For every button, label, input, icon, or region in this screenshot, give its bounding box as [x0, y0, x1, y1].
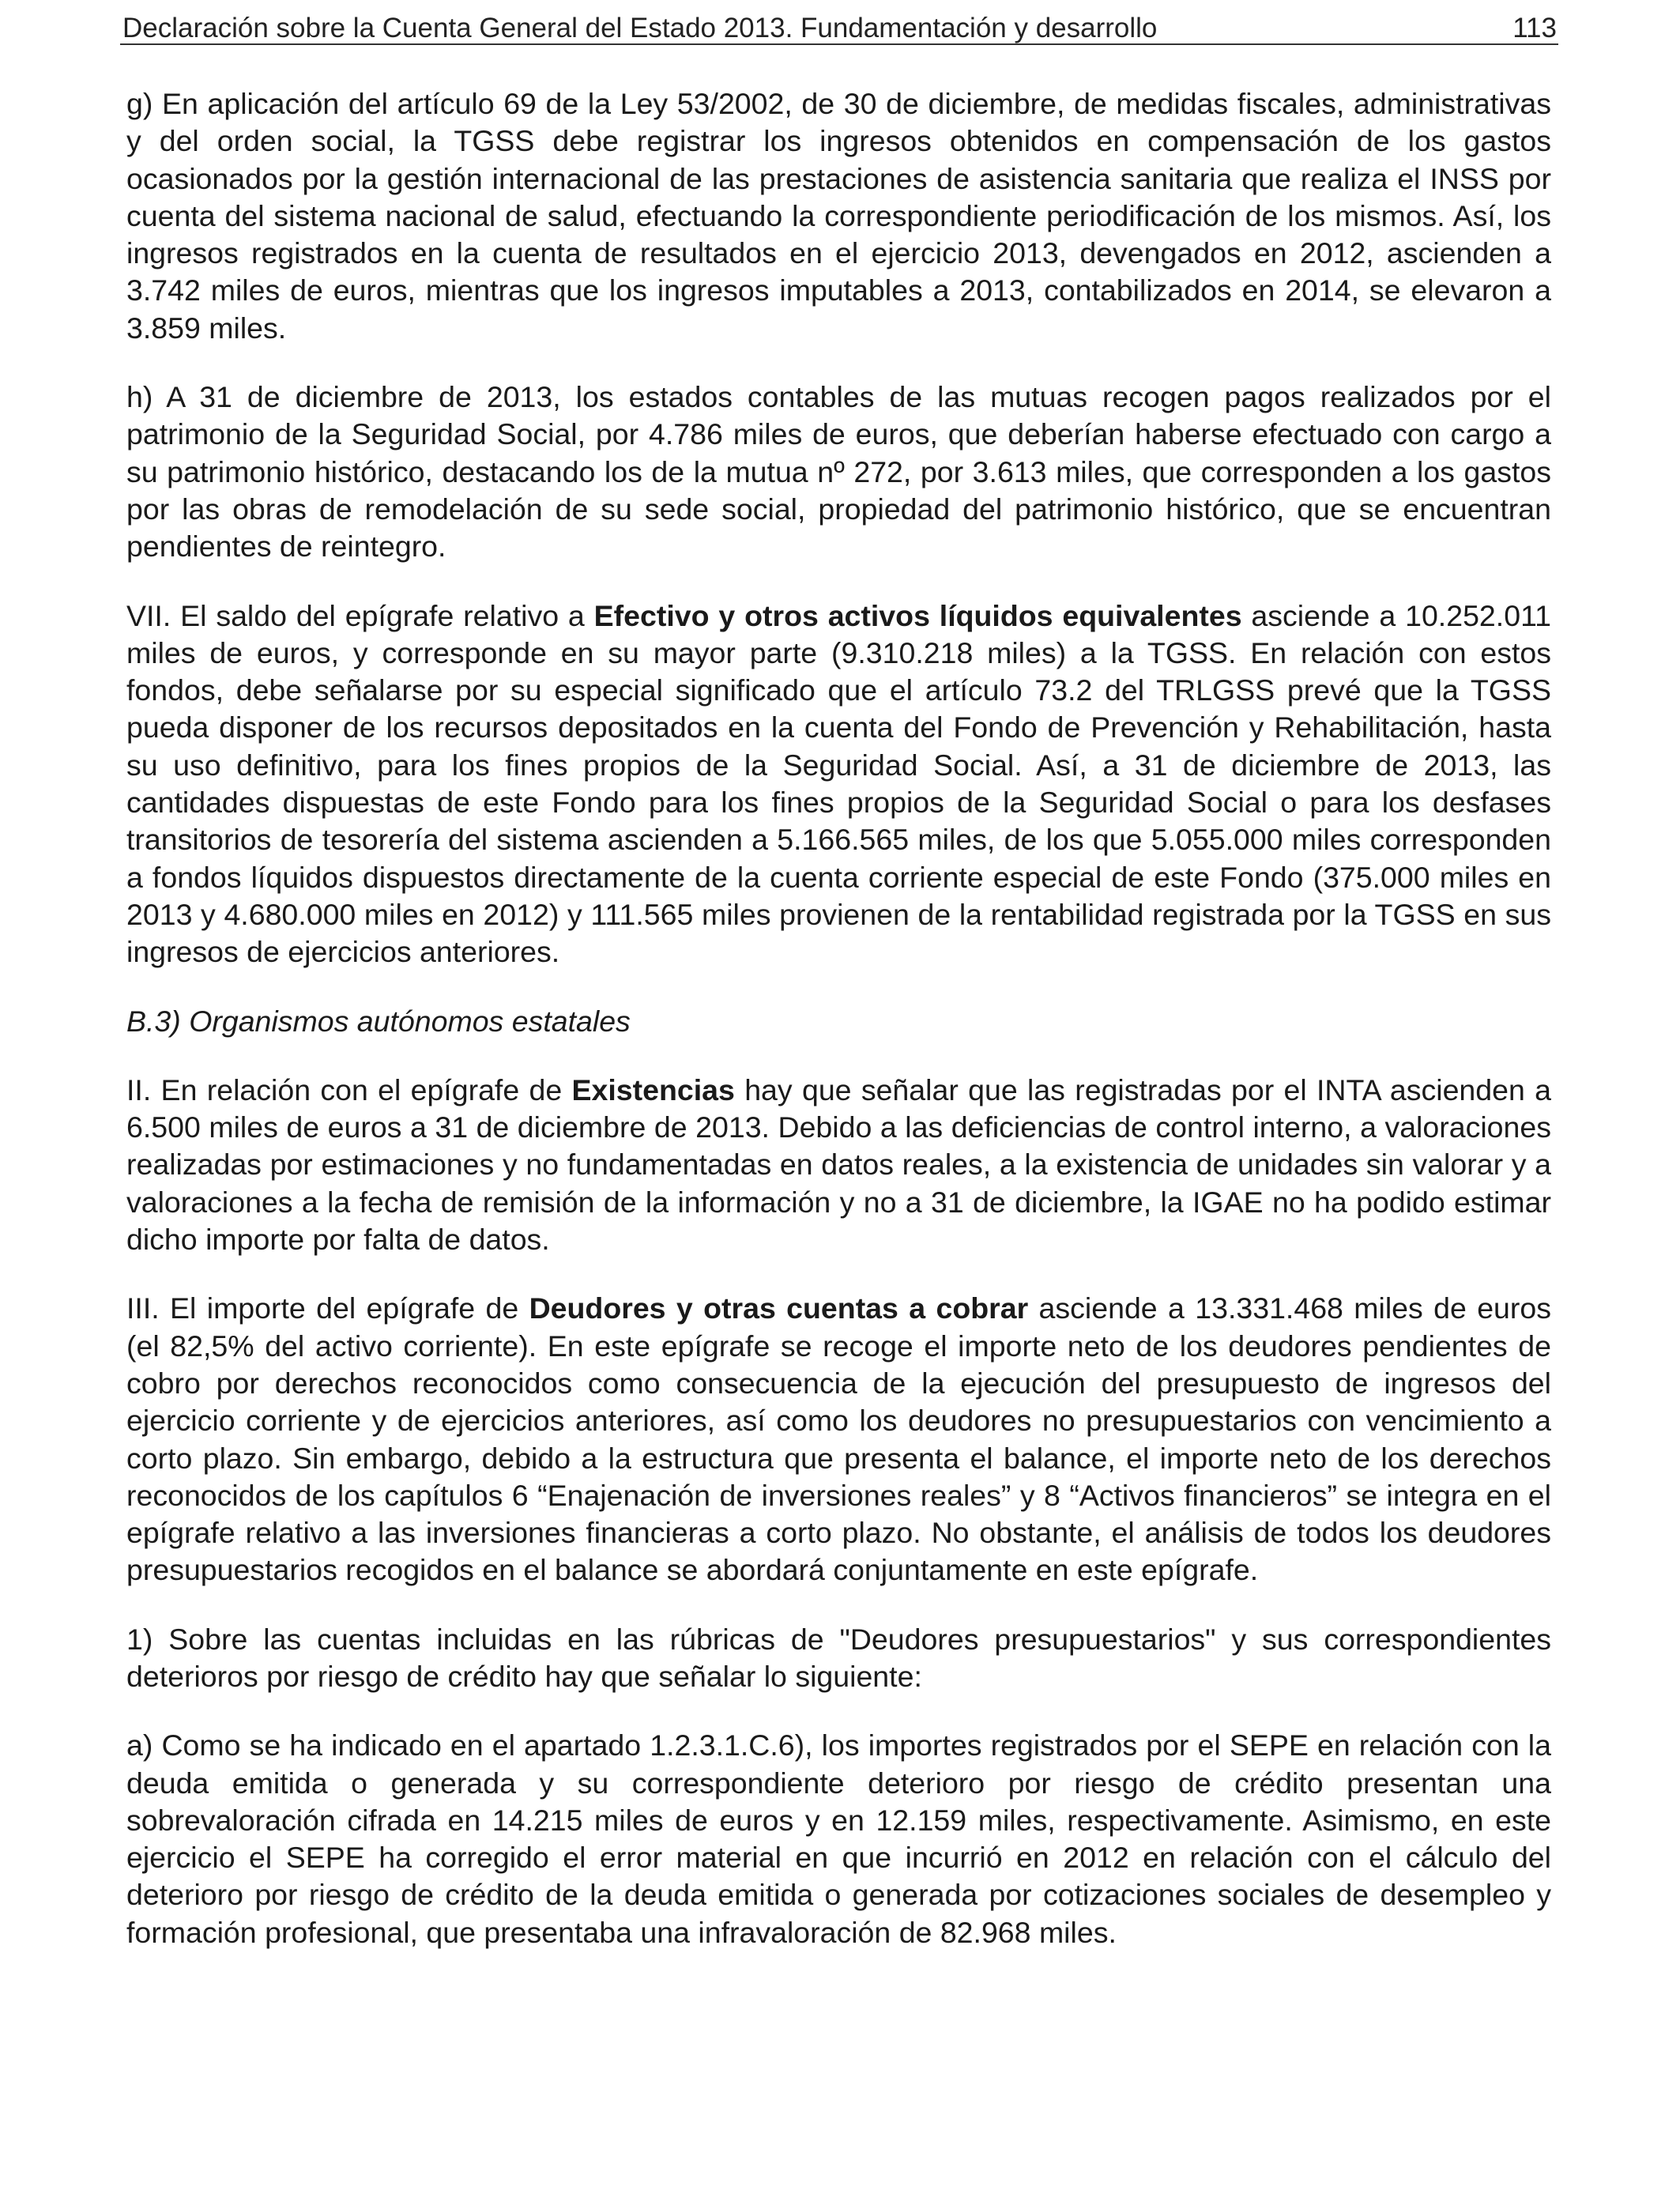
- header-title: Declaración sobre la Cuenta General del Estado 2013. Fundamentación y desarrollo: [122, 13, 1158, 43]
- paragraph-vii: [126, 598, 1551, 971]
- paragraph-g: g) En aplicación del artículo 69 de la Ley 53/2002, de 30 de diciembre, de medidas fiscales, administrativas y del orden social, la TGSS debe registrar los ingresos obtenidos en compensación de los gastos ocasionados por la gestión internacional de las prestaciones de asistencia sanitaria que realiza el INSS por cuenta del sistema nacional de salud, efectuando la correspondiente periodificación de los mismos. Así, los ingresos registrados en la cuenta de resultados en el ejercicio 2013, devengados en 2012, ascienden a 3.742 miles de euros, mientras que los ingresos imputables a 2013, contabilizados en 2014, se elevaron a 3.859 miles.: [126, 87, 1551, 345]
- paragraph-ii-intro: II. En relación con el epígrafe de: [126, 1072, 572, 1106]
- page-number: 113: [1512, 13, 1557, 43]
- body-text: [126, 85, 1551, 1983]
- paragraph-h: h) A 31 de diciembre de 2013, los estados contables de las mutuas recogen pagos realizados por el patrimonio de la Seguridad Social, por 4.786 miles de euros, que deberían haberse efectuado con cargo a su patrimonio histórico, destacando los de la mutua nº 272, por 3.613 miles, que corresponden a los gastos por las obras de remodelación de su sede social, propiedad del patrimonio histórico, que se encuentran pendientes de reintegro.: [126, 380, 1551, 564]
- paragraph-a: a) Como se ha indicado en el apartado 1.2.3.1.C.6), los importes registrados por el SEPE en relación con la deuda emitida o generada y su correspondiente deterioro por riesgo de crédito presentan una sobrevaloración cifrada en 14.215 miles de euros y en 12.159 miles, respectivamente. Asimismo, en este ejercicio el SEPE ha corregido el error material en que incurrió en 2012 en relación con el cálculo del deterioro por riesgo de crédito de la deuda emitida o generada por cotizaciones sociales de desempleo y formación profesional, que presentaba una infravaloración de 82.968 miles.: [126, 1728, 1551, 1949]
- paragraph-iii-term: Deudores y otras cuentas a cobrar: [529, 1291, 1029, 1325]
- header-rule: [120, 43, 1558, 45]
- paragraph-iii-body: asciende a 13.331.468 miles de euros (el 82,5% del activo corriente). En este epígrafe se recoge el importe neto de los deudores pendientes de cobro por derechos reconocidos como consecuencia de la ejecución del presupuesto de ingresos del ejercicio corriente y de ejercicios anteriores, así como los deudores no presupuestarios con vencimiento a corto plazo. Sin embargo, debido a la estructura que presenta el balance, el importe neto de los derechos reconocidos de los capítulos 6 “Enajenación de inversiones reales” y 8 “Activos financieros” se integra en el epígrafe relativo a las inversiones financieras a corto plazo. No obstante, el análisis de todos los deudores presupuestarios recogidos en el balance se abordará conjuntamente en este epígrafe.: [126, 1291, 1552, 1587]
- paragraph-iii: [126, 1290, 1551, 1589]
- running-header: [122, 5, 1557, 44]
- paragraph-ii: [126, 1072, 1551, 1258]
- paragraph-ii-term: Existencias: [571, 1072, 735, 1106]
- paragraph-1: 1) Sobre las cuentas incluidas en las rúbricas de "Deudores presupuestarios" y sus correspondientes deterioros por riesgo de crédito hay que señalar lo siguiente:: [126, 1622, 1551, 1693]
- section-heading-b3: B.3) Organismos autónomos estatales: [126, 1004, 631, 1038]
- paragraph-vii-body: asciende a 10.252.011 miles de euros, y corresponde en su mayor parte (9.310.218 miles) a la TGSS. En relación con estos fondos, debe señalarse por su especial significado que el artículo 73.2 del TRLGSS prevé que la TGSS pueda disponer de los recursos depositados en la cuenta del Fondo de Prevención y Rehabilitación, hasta su uso definitivo, para los fines propios de la Seguridad Social. Así, a 31 de diciembre de 2013, las cantidades dispuestas de este Fondo para los fines propios de la Seguridad Social o para los desfases transitorios de tesorería del sistema ascienden a 5.166.565 miles, de los que 5.055.000 miles corresponden a fondos líquidos dispuestos directamente de la cuenta corriente especial de este Fondo (375.000 miles en 2013 y 4.680.000 miles en 2012) y 111.565 miles provienen de la rentabilidad registrada por la TGSS en sus ingresos de ejercicios anteriores.: [126, 598, 1551, 969]
- paragraph-vii-intro: VII. El saldo del epígrafe relativo a: [126, 598, 594, 632]
- paragraph-vii-term: Efectivo y otros activos líquidos equivalentes: [593, 598, 1242, 632]
- paragraph-iii-intro: III. El importe del epígrafe de: [126, 1291, 529, 1325]
- paragraph-ii-body: hay que señalar que las registradas por el INTA ascienden a 6.500 miles de euros a 31 de diciembre de 2013. Debido a las deficiencias de control interno, a valoraciones realizadas por estimaciones y no fundamentadas en datos reales, a la existencia de unidades sin valorar y a valoraciones a la fecha de remisión de la información y no a 31 de diciembre, la IGAE no ha podido estimar dicho importe por falta de datos.: [126, 1072, 1551, 1257]
